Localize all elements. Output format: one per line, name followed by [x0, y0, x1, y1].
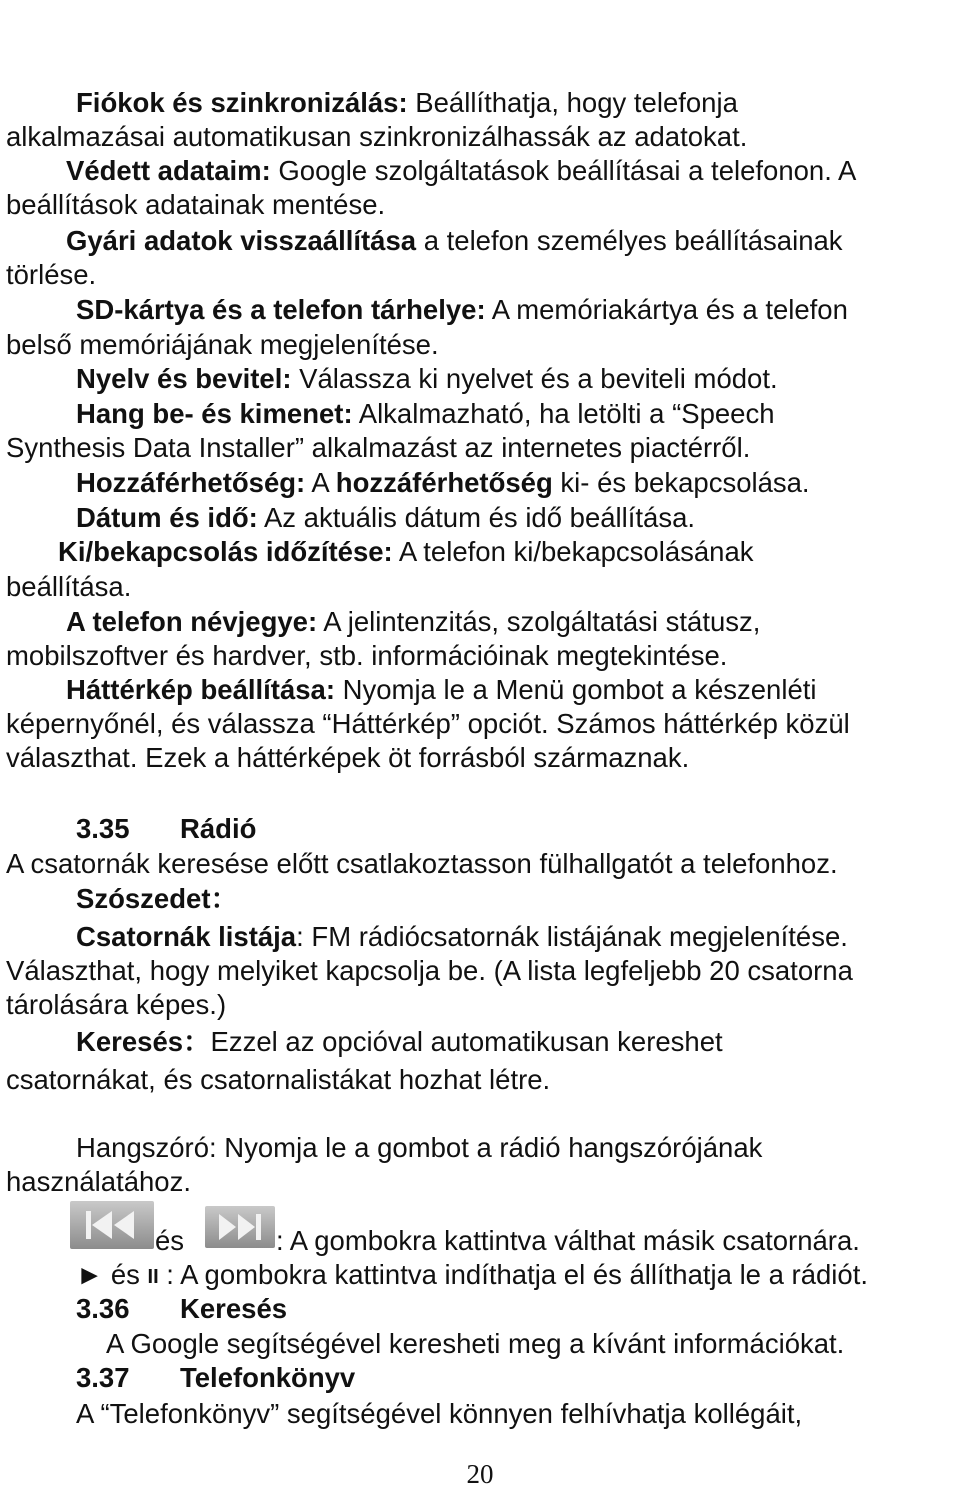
section-number: 3.35 — [76, 813, 130, 844]
item-wallpaper: Háttérkép beállítása: Nyomja le a Menü gombot a készenléti — [66, 674, 817, 705]
radio-search: Keresés：Ezzel az opcióval automatikusan kereshet — [76, 1026, 723, 1057]
item-date-time: Dátum és idő: Az aktuális dátum és idő beállítása. — [76, 502, 696, 533]
item-sd-storage-cont: belső memóriájának megjelenítése. — [6, 329, 439, 360]
section-heading-phonebook — [76, 1361, 356, 1395]
item-protected-data-cont: beállítások adatainak mentése. — [6, 189, 386, 220]
section-title: Rádió — [180, 813, 257, 844]
phonebook-text: A “Telefonkönyv” segítségével könnyen felhívhatja kollégáit, — [76, 1398, 803, 1429]
play-icon[interactable]: ► — [76, 1259, 104, 1290]
radio-channel-list-cont: Választhat, hogy melyiket kapcsolja be. (A lista legfeljebb 20 csatorna — [6, 955, 853, 986]
item-sd-storage: SD-kártya és a telefon tárhelye: A memóriakártya és a telefon — [76, 294, 848, 325]
nav-description: : A gombokra kattintva válthat másik csatornára. — [276, 1225, 860, 1256]
radio-intro: A csatornák keresése előtt csatlakoztasson fülhallgatót a telefonhoz. — [6, 848, 838, 879]
radio-speaker: Hangszóró: Nyomja le a gombot a rádió hangszórójának — [76, 1132, 763, 1163]
page-number: 20 — [466, 1459, 494, 1489]
radio-channel-list: Csatornák listája: FM rádiócsatornák listájának megjelenítése. — [76, 921, 848, 952]
item-about-phone: A telefon névjegye: A jelintenzitás, szolgáltatási státusz, — [66, 606, 761, 637]
item-wallpaper-cont: képernyőnél, és válassza “Háttérkép” opciót. Számos háttérkép közül — [6, 708, 850, 739]
item-wallpaper-cont2: választhat. Ezek a háttérképek öt forrásból származnak. — [6, 742, 690, 773]
next-track-icon[interactable] — [205, 1206, 275, 1253]
section-heading-radio — [76, 812, 257, 846]
item-accessibility: Hozzáférhetőség: A hozzáférhetőség ki- és bekapcsolása. — [76, 467, 810, 498]
item-factory-reset: Gyári adatok visszaállítása a telefon személyes beállításainak — [66, 225, 843, 256]
radio-channel-list-cont2: tárolására képes.) — [6, 989, 227, 1020]
section-title: Telefonkönyv — [180, 1362, 356, 1393]
item-language-input: Nyelv és bevitel: Válassza ki nyelvet és a beviteli módot. — [76, 363, 778, 394]
radio-speaker-cont: használatához. — [6, 1166, 191, 1197]
item-accounts-sync: Fiókok és szinkronizálás: Beállíthatja, hogy telefonja — [76, 87, 738, 118]
search-text: A Google segítségével keresheti meg a kívánt információkat. — [106, 1328, 845, 1359]
play-pause-line: ► és II : A gombokra kattintva indíthatja el és állíthatja le a rádiót. — [76, 1259, 868, 1290]
item-about-phone-cont: mobilszoftver és hardver, stb. információinak megtekintése. — [6, 640, 728, 671]
item-power-schedule: Ki/bekapcsolás időzítése: A telefon ki/bekapcsolásának — [58, 536, 754, 567]
section-number: 3.36 — [76, 1293, 130, 1324]
item-voice-io: Hang be- és kimenet: Alkalmazható, ha letölti a “Speech — [76, 398, 775, 429]
radio-glossary-label: Szószedet： — [76, 883, 238, 914]
radio-search-cont: csatornákat, és csatornalistákat hozhat létre. — [6, 1064, 551, 1095]
item-power-schedule-cont: beállítása. — [6, 571, 132, 602]
section-number: 3.37 — [76, 1362, 130, 1393]
previous-track-icon[interactable] — [70, 1201, 154, 1254]
item-accounts-sync-cont: alkalmazásai automatikusan szinkronizálhassák az adatokat. — [6, 121, 748, 152]
section-title: Keresés — [180, 1293, 288, 1324]
item-protected-data: Védett adataim: Google szolgáltatások beállításai a telefonon. A — [66, 155, 857, 186]
nav-and: és — [155, 1225, 185, 1256]
item-factory-reset-cont: törlése. — [6, 259, 97, 290]
section-heading-search — [76, 1292, 288, 1326]
item-voice-io-cont: Synthesis Data Installer” alkalmazást az internetes piactérről. — [6, 432, 751, 463]
pause-icon[interactable]: II — [147, 1266, 159, 1288]
